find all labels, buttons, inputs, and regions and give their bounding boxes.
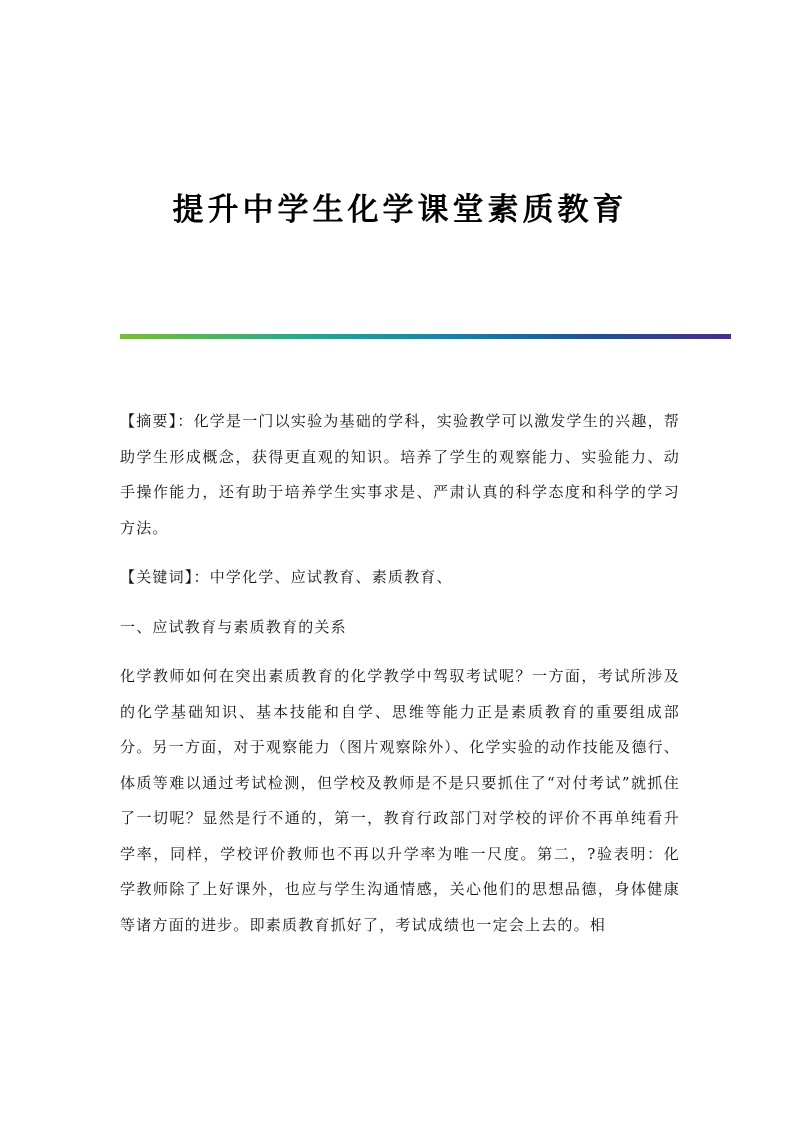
title-divider — [120, 334, 731, 339]
body-paragraph: 化学教师如何在突出素质教育的化学教学中驾驭考试呢？一方面，考试所涉及的化学基础知识、基本技能和自学、思维等能力正是素质教育的重要组成部分。另一方面，对于观察能力（图片观察除外）、化学实验的动作技能及德行、体质等难以通过考试检测，但学校及教师是不是只要抓住了“对付考试”就抓住了一切呢？显然是行不通的，第一，教育行政部门对学校的评价不再单纯看升学率，同样，学校评价教师也不再以升学率为唯一尺度。第二，?验表明：化学教师除了上好课外，也应与学生沟通情感，关心他们的思想品德，身体健康等诸方面的进步。即素质教育抓好了，考试成绩也一定会上去的。相 — [120, 667, 680, 934]
section-heading: 一、应试教育与素质教育的关系 — [120, 617, 347, 636]
document-title: 提升中学生化学课堂素质教育 — [172, 192, 628, 228]
keywords-paragraph: 【关键词】：中学化学、应试教育、素质教育、 — [120, 568, 453, 586]
document-body — [120, 404, 680, 957]
abstract-paragraph: 【摘要】：化学是一门以实验为基础的学科，实验教学可以激发学生的兴趣，帮助学生形成概念，获得更直观的知识。培养了学生的观察能力、实验能力、动手操作能力，还有助于培养学生实事求是、严肃认真的科学态度和科学的学习方法。 — [120, 412, 680, 537]
